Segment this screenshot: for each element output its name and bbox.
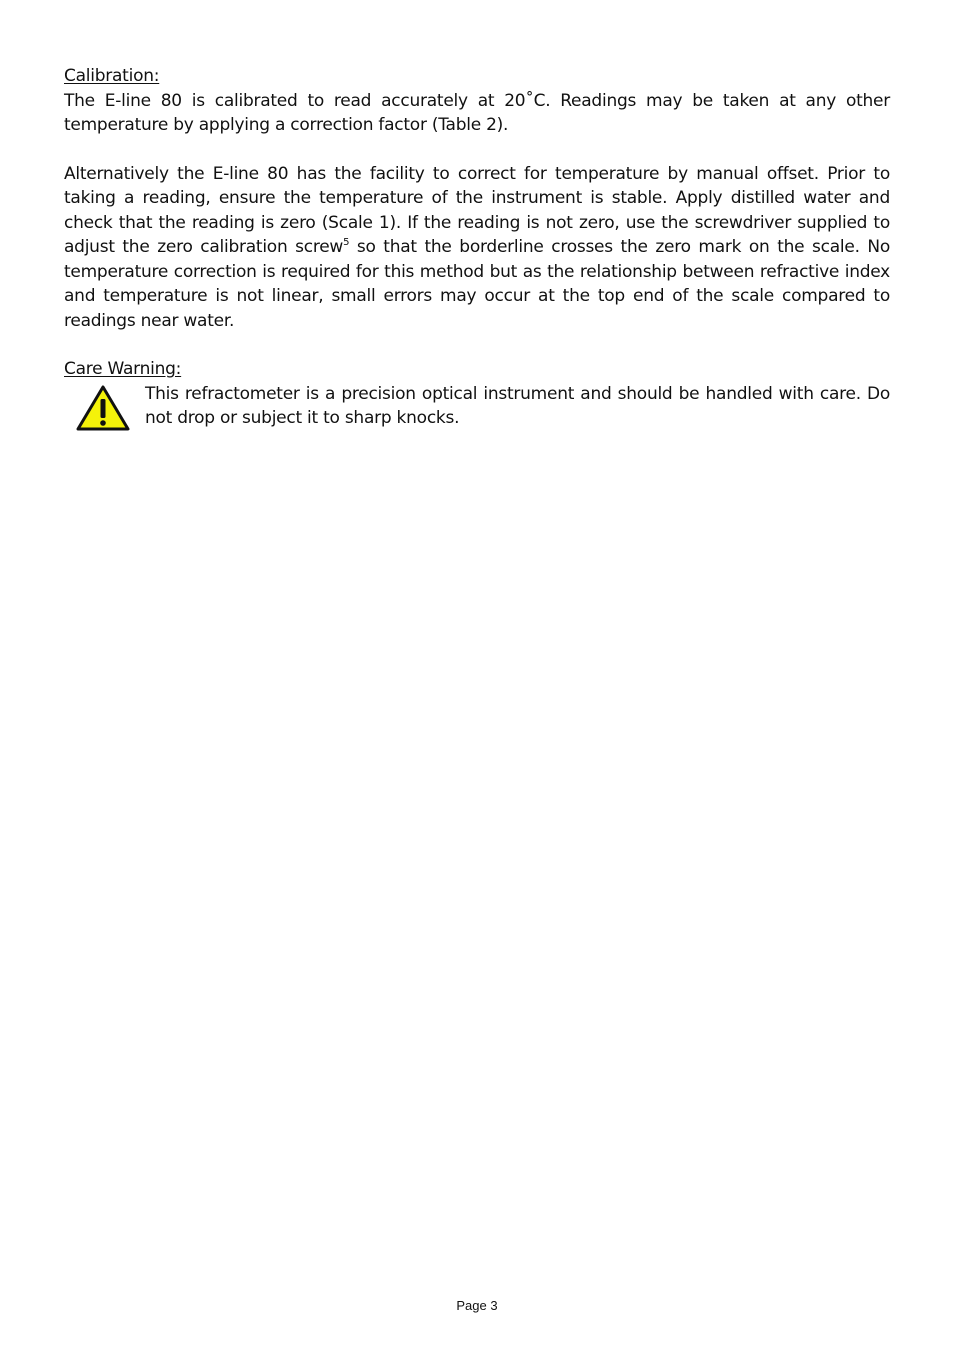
paragraph-gap: [64, 138, 890, 162]
care-warning-heading: Care Warning:: [64, 359, 182, 379]
care-warning-block: [64, 382, 890, 454]
calibration-paragraph-2-start: Alternatively the E-line 80 has the facility to correct for temperature by manual offset. Prior to taking a reading, ensure the temperature of the instrument is stable. Apply distilled water and check that the reading is zero (Scale 1). If the reading is not zero, use the screwdriver supplied to adjust the zero calibration screw: [64, 163, 890, 257]
page-number: Page 3: [456, 1298, 498, 1313]
footnote-marker: 5: [343, 237, 350, 248]
calibration-paragraph-2: [64, 162, 890, 334]
paragraph-gap: [64, 333, 890, 357]
calibration-heading: Calibration:: [64, 66, 160, 86]
document-body: [64, 64, 890, 454]
calibration-paragraph-2-end: so that the borderline crosses the zero mark on the scale. No temperature correction is required for this method but as the relationship between refractive index and temperature is not linear, small errors may occur at the top end of the scale compared to readings near water.: [64, 237, 891, 331]
warning-triangle-icon: [75, 384, 131, 432]
calibration-paragraph-1: The E-line 80 is calibrated to read accurately at 20˚C. Readings may be taken at any other temperature by applying a correction factor (Table 2).: [64, 90, 890, 135]
care-warning-text: This refractometer is a precision optical instrument and should be handled with care. Do not drop or subject it to sharp knocks.: [145, 383, 890, 428]
